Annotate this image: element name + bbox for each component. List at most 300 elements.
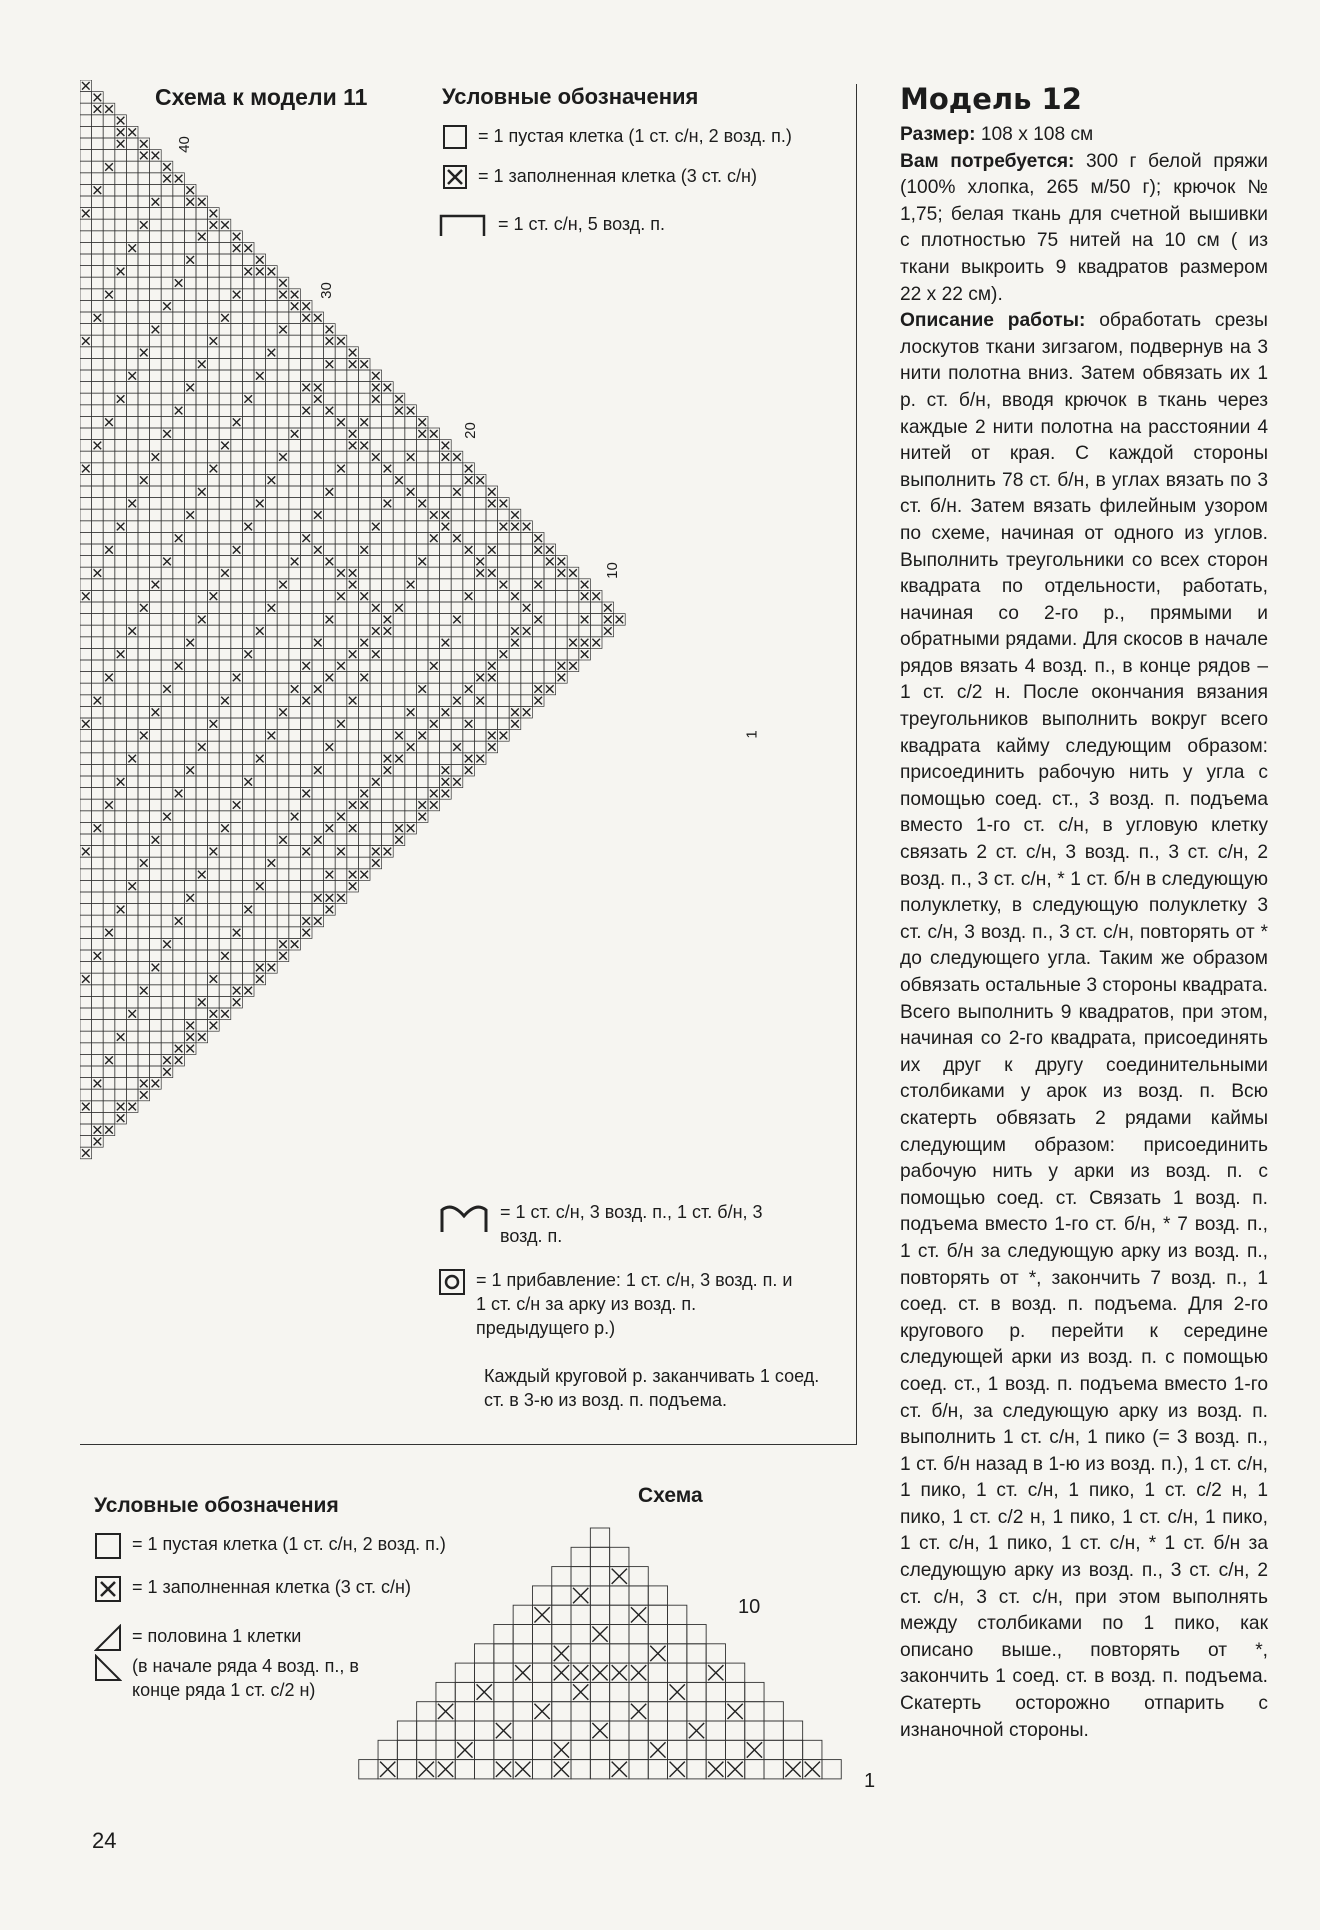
chart-cell bbox=[126, 799, 138, 811]
filled-cell bbox=[94, 1138, 102, 1146]
chart-cell bbox=[80, 254, 92, 266]
chart-cell bbox=[428, 706, 440, 718]
chart-cell bbox=[358, 393, 370, 405]
chart-cell bbox=[266, 927, 278, 939]
chart-cell bbox=[219, 857, 231, 869]
chart-cell bbox=[440, 695, 452, 707]
filled-cell bbox=[163, 163, 171, 171]
filled-cell bbox=[314, 546, 322, 554]
chart-cell bbox=[254, 776, 266, 788]
chart-cell bbox=[324, 811, 336, 823]
filled-cell bbox=[511, 592, 519, 600]
chart-cell bbox=[161, 486, 173, 498]
article-body bbox=[900, 122, 1268, 1744]
filled-cell bbox=[488, 488, 496, 496]
chart-cell bbox=[335, 776, 347, 788]
chart-cell bbox=[126, 405, 138, 417]
chart-cell bbox=[173, 614, 185, 626]
chart-cell bbox=[219, 637, 231, 649]
chart-cell bbox=[161, 660, 173, 672]
chart-cell bbox=[231, 822, 243, 834]
chart-cell bbox=[382, 672, 394, 684]
chart-cell bbox=[115, 938, 127, 950]
chart-cell bbox=[335, 672, 347, 684]
chart-cell bbox=[173, 880, 185, 892]
filled-cell bbox=[430, 790, 438, 798]
chart-cell bbox=[436, 1682, 455, 1701]
filled-cell bbox=[163, 558, 171, 566]
chart-cell bbox=[312, 776, 324, 788]
filled-cell bbox=[558, 558, 566, 566]
chart-cell bbox=[92, 451, 104, 463]
filled-cell bbox=[82, 720, 90, 728]
chart-cell bbox=[196, 509, 208, 521]
chart-cell bbox=[370, 440, 382, 452]
chart2-grid bbox=[338, 1500, 868, 1800]
chart-cell bbox=[231, 625, 243, 637]
filled-cell bbox=[198, 871, 206, 879]
chart-cell bbox=[173, 834, 185, 846]
chart-cell bbox=[196, 706, 208, 718]
chart-cell bbox=[428, 672, 440, 684]
chart-cell bbox=[335, 706, 347, 718]
chart-cell bbox=[552, 1702, 571, 1721]
chart-cell bbox=[126, 927, 138, 939]
filled-cell bbox=[152, 581, 160, 589]
chart-cell bbox=[208, 532, 220, 544]
chart-cell bbox=[103, 556, 115, 568]
chart-cell bbox=[138, 822, 150, 834]
chart-cell bbox=[335, 880, 347, 892]
chart-cell bbox=[150, 486, 162, 498]
chart-cell bbox=[347, 625, 359, 637]
chart-cell bbox=[416, 764, 428, 776]
chart-cell bbox=[335, 556, 347, 568]
chart-cell bbox=[416, 776, 428, 788]
chart-cell bbox=[277, 428, 289, 440]
chart-cell bbox=[416, 695, 428, 707]
chart-cell bbox=[382, 695, 394, 707]
chart-cell bbox=[161, 602, 173, 614]
chart-cell bbox=[416, 509, 428, 521]
chart-cell bbox=[92, 1008, 104, 1020]
chart-cell bbox=[92, 962, 104, 974]
chart-cell bbox=[196, 846, 208, 858]
chart-cell bbox=[668, 1721, 687, 1740]
chart-cell bbox=[266, 846, 278, 858]
chart-cell bbox=[289, 834, 301, 846]
chart-cell bbox=[370, 672, 382, 684]
chart-cell bbox=[219, 799, 231, 811]
chart-cell bbox=[126, 1054, 138, 1066]
chart-cell bbox=[80, 138, 92, 150]
chart-cell bbox=[115, 1054, 127, 1066]
chart-cell bbox=[173, 486, 185, 498]
chart-cell bbox=[196, 405, 208, 417]
chart-cell bbox=[590, 1740, 609, 1759]
chart-cell bbox=[451, 718, 463, 730]
chart-cell bbox=[254, 393, 266, 405]
chart-cell bbox=[590, 614, 602, 626]
filled-cell bbox=[198, 998, 206, 1006]
chart1-marker-1: 1 bbox=[743, 730, 761, 739]
chart-cell bbox=[416, 637, 428, 649]
filled-cell bbox=[592, 1723, 607, 1738]
chart-cell bbox=[115, 335, 127, 347]
chart-cell bbox=[571, 1740, 590, 1759]
chart-cell bbox=[393, 741, 405, 753]
chart-cell bbox=[138, 1054, 150, 1066]
chart-cell bbox=[312, 474, 324, 486]
chart-cell bbox=[138, 335, 150, 347]
chart-cell bbox=[126, 416, 138, 428]
chart-cell bbox=[126, 1066, 138, 1078]
chart-cell bbox=[277, 927, 289, 939]
chart-cell bbox=[266, 312, 278, 324]
chart-cell bbox=[513, 1625, 532, 1644]
chart-cell bbox=[138, 962, 150, 974]
filled-cell bbox=[94, 186, 102, 194]
chart-cell bbox=[103, 869, 115, 881]
chart-cell bbox=[312, 706, 324, 718]
chart-cell bbox=[80, 92, 92, 104]
chart-cell bbox=[451, 637, 463, 649]
filled-cell bbox=[604, 604, 612, 612]
filled-cell bbox=[670, 1762, 685, 1777]
chart-cell bbox=[161, 788, 173, 800]
chart-cell bbox=[173, 730, 185, 742]
chart-cell bbox=[138, 846, 150, 858]
chart-cell bbox=[266, 741, 278, 753]
chart-cell bbox=[416, 544, 428, 556]
chart-cell bbox=[347, 788, 359, 800]
chart-cell bbox=[196, 799, 208, 811]
chart-cell bbox=[184, 498, 196, 510]
chart-cell bbox=[196, 451, 208, 463]
chart-cell bbox=[150, 938, 162, 950]
chart-cell bbox=[126, 904, 138, 916]
chart-cell bbox=[219, 370, 231, 382]
chart-cell bbox=[312, 451, 324, 463]
chart-cell bbox=[80, 1054, 92, 1066]
chart1-marker-10: 10 bbox=[603, 562, 621, 579]
chart-cell bbox=[208, 857, 220, 869]
filled-cell bbox=[186, 198, 194, 206]
chart-cell bbox=[161, 846, 173, 858]
chart1-marker-20: 20 bbox=[461, 422, 479, 439]
filled-cell bbox=[337, 337, 345, 345]
chart-cell bbox=[300, 579, 312, 591]
chart-cell bbox=[208, 602, 220, 614]
filled-cell bbox=[488, 743, 496, 751]
chart-cell bbox=[498, 706, 510, 718]
chart-cell bbox=[370, 556, 382, 568]
filled-cell bbox=[175, 407, 183, 415]
chart-cell bbox=[103, 602, 115, 614]
filled-cell bbox=[488, 674, 496, 682]
filled-cell bbox=[337, 465, 345, 473]
chart-cell bbox=[277, 416, 289, 428]
chart-cell bbox=[706, 1644, 725, 1663]
chart-cell bbox=[219, 324, 231, 336]
filled-cell bbox=[488, 569, 496, 577]
chart-cell bbox=[382, 718, 394, 730]
chart-cell bbox=[92, 973, 104, 985]
chart-cell bbox=[161, 915, 173, 927]
filled-cell bbox=[747, 1742, 762, 1757]
chart-cell bbox=[347, 498, 359, 510]
filled-cell bbox=[418, 500, 426, 508]
chart-cell bbox=[126, 161, 138, 173]
filled-cell bbox=[117, 1033, 125, 1041]
chart-cell bbox=[254, 834, 266, 846]
chart-cell bbox=[150, 904, 162, 916]
chart2-title: Схема bbox=[638, 1484, 703, 1507]
chart-cell bbox=[103, 718, 115, 730]
filled-cell bbox=[554, 1646, 569, 1661]
chart-cell bbox=[417, 1721, 436, 1740]
chart-cell bbox=[80, 150, 92, 162]
chart-cell bbox=[184, 300, 196, 312]
filled-cell bbox=[372, 384, 380, 392]
chart-cell bbox=[393, 567, 405, 579]
chart-cell bbox=[440, 474, 452, 486]
chart-cell bbox=[242, 254, 254, 266]
bracket-icon bbox=[438, 212, 488, 244]
chart-cell bbox=[405, 672, 417, 684]
chart-cell bbox=[115, 382, 127, 394]
chart-cell bbox=[161, 219, 173, 231]
chart-cell bbox=[300, 463, 312, 475]
filled-cell bbox=[430, 662, 438, 670]
chart-cell bbox=[115, 834, 127, 846]
chart-cell bbox=[440, 532, 452, 544]
chart-cell bbox=[486, 718, 498, 730]
filled-cell bbox=[128, 372, 136, 380]
chart-cell bbox=[266, 498, 278, 510]
chart-cell bbox=[521, 567, 533, 579]
chart-cell bbox=[231, 741, 243, 753]
chart-cell bbox=[126, 718, 138, 730]
chart-cell bbox=[92, 869, 104, 881]
chart-cell bbox=[428, 486, 440, 498]
chart-cell bbox=[289, 602, 301, 614]
chart-cell bbox=[486, 590, 498, 602]
chart-cell bbox=[494, 1625, 513, 1644]
chart-cell bbox=[579, 602, 591, 614]
chart-cell bbox=[277, 405, 289, 417]
chart-cell bbox=[92, 730, 104, 742]
chart-cell bbox=[440, 579, 452, 591]
chart-cell bbox=[173, 428, 185, 440]
chart-cell bbox=[126, 277, 138, 289]
chart-cell bbox=[80, 231, 92, 243]
chart-cell bbox=[358, 498, 370, 510]
chart-cell bbox=[150, 648, 162, 660]
chart-cell bbox=[92, 718, 104, 730]
chart-cell bbox=[80, 544, 92, 556]
filled-cell bbox=[140, 859, 148, 867]
chart-cell bbox=[324, 788, 336, 800]
chart-cell bbox=[150, 718, 162, 730]
chart-cell bbox=[219, 300, 231, 312]
chart-cell bbox=[126, 672, 138, 684]
chart-cell bbox=[115, 532, 127, 544]
chart-cell bbox=[324, 602, 336, 614]
chart-cell bbox=[382, 474, 394, 486]
chart-cell bbox=[312, 590, 324, 602]
filled-cell bbox=[152, 1080, 160, 1088]
chart-cell bbox=[289, 660, 301, 672]
chart-cell bbox=[254, 556, 266, 568]
legend-lower-half bbox=[94, 1624, 301, 1658]
filled-cell bbox=[430, 534, 438, 542]
chart-cell bbox=[254, 811, 266, 823]
chart-cell bbox=[498, 532, 510, 544]
chart-cell bbox=[648, 1663, 667, 1682]
filled-cell bbox=[302, 929, 310, 937]
chart-cell bbox=[242, 625, 254, 637]
chart-cell bbox=[436, 1740, 455, 1759]
filled-cell bbox=[453, 453, 461, 461]
chart-cell bbox=[254, 382, 266, 394]
chart-cell bbox=[80, 300, 92, 312]
chart-cell bbox=[277, 730, 289, 742]
chart-cell bbox=[103, 242, 115, 254]
chart-cell bbox=[196, 219, 208, 231]
filled-cell bbox=[233, 987, 241, 995]
chart-cell bbox=[451, 544, 463, 556]
chart-cell bbox=[80, 556, 92, 568]
filled-cell bbox=[233, 244, 241, 252]
chart-cell bbox=[474, 602, 486, 614]
chart-cell bbox=[115, 150, 127, 162]
filled-cell bbox=[94, 94, 102, 102]
filled-cell bbox=[279, 940, 287, 948]
chart-cell bbox=[115, 915, 127, 927]
chart-cell bbox=[115, 788, 127, 800]
chart-cell bbox=[451, 567, 463, 579]
filled-cell bbox=[337, 894, 345, 902]
chart-cell bbox=[115, 416, 127, 428]
chart-cell bbox=[138, 405, 150, 417]
chart-cell bbox=[219, 776, 231, 788]
chart-cell bbox=[335, 695, 347, 707]
chart-cell bbox=[324, 880, 336, 892]
chart-cell bbox=[80, 892, 92, 904]
chart-cell bbox=[92, 602, 104, 614]
chart-cell bbox=[161, 822, 173, 834]
chart-cell bbox=[300, 614, 312, 626]
chart-cell bbox=[277, 637, 289, 649]
chart-cell bbox=[208, 277, 220, 289]
legend-lower-filled-text: = 1 заполненная клетка (3 ст. с/н) bbox=[132, 1577, 411, 1597]
chart-cell bbox=[231, 521, 243, 533]
chart-cell bbox=[92, 254, 104, 266]
chart-cell bbox=[219, 556, 231, 568]
chart-cell bbox=[103, 463, 115, 475]
chart-cell bbox=[115, 219, 127, 231]
chart-cell bbox=[208, 231, 220, 243]
chart-cell bbox=[590, 1528, 609, 1547]
chart-cell bbox=[208, 544, 220, 556]
chart-cell bbox=[126, 509, 138, 521]
chart-cell bbox=[242, 695, 254, 707]
chart-cell bbox=[126, 463, 138, 475]
chart-cell bbox=[242, 440, 254, 452]
chart-cell bbox=[629, 1682, 648, 1701]
chart-cell bbox=[474, 614, 486, 626]
filled-cell bbox=[326, 616, 334, 624]
chart-cell bbox=[184, 544, 196, 556]
chart-cell bbox=[498, 660, 510, 672]
chart-cell bbox=[138, 416, 150, 428]
chart-cell bbox=[277, 300, 289, 312]
chart-cell bbox=[335, 764, 347, 776]
chart-cell bbox=[370, 637, 382, 649]
chart-cell bbox=[451, 521, 463, 533]
chart-cell bbox=[161, 764, 173, 776]
filled-cell bbox=[418, 813, 426, 821]
chart-cell bbox=[208, 382, 220, 394]
chart-cell bbox=[393, 683, 405, 695]
filled-cell bbox=[291, 685, 299, 693]
chart-cell bbox=[347, 776, 359, 788]
chart-cell bbox=[92, 1054, 104, 1066]
chart-cell bbox=[92, 648, 104, 660]
filled-cell bbox=[82, 210, 90, 218]
chart-cell bbox=[544, 579, 556, 591]
chart-cell bbox=[103, 312, 115, 324]
chart-cell bbox=[115, 231, 127, 243]
filled-cell bbox=[82, 592, 90, 600]
filled-cell bbox=[407, 453, 415, 461]
filled-cell bbox=[94, 952, 102, 960]
chart-cell bbox=[289, 382, 301, 394]
filled-cell bbox=[117, 1103, 125, 1111]
chart-cell bbox=[173, 208, 185, 220]
chart-cell bbox=[173, 938, 185, 950]
chart-cell bbox=[567, 590, 579, 602]
chart-cell bbox=[289, 544, 301, 556]
chart-cell bbox=[208, 498, 220, 510]
filled-cell bbox=[268, 732, 276, 740]
chart-cell bbox=[277, 788, 289, 800]
filled-cell bbox=[163, 430, 171, 438]
chart-cell bbox=[416, 567, 428, 579]
chart-cell bbox=[335, 625, 347, 637]
chart-cell bbox=[393, 463, 405, 475]
chart-cell bbox=[289, 370, 301, 382]
chart-cell bbox=[532, 590, 544, 602]
chart-cell bbox=[277, 312, 289, 324]
chart-cell bbox=[498, 567, 510, 579]
chart-cell bbox=[358, 683, 370, 695]
chart-cell bbox=[80, 880, 92, 892]
filled-cell bbox=[453, 743, 461, 751]
filled-cell bbox=[407, 581, 415, 589]
filled-cell bbox=[569, 569, 577, 577]
chart-cell bbox=[242, 335, 254, 347]
chart-cell bbox=[115, 312, 127, 324]
chart-cell bbox=[335, 730, 347, 742]
chart-cell bbox=[92, 614, 104, 626]
chart-cell bbox=[347, 741, 359, 753]
filled-cell bbox=[430, 511, 438, 519]
filled-cell bbox=[581, 592, 589, 600]
chart-cell bbox=[451, 648, 463, 660]
chart-cell bbox=[173, 382, 185, 394]
